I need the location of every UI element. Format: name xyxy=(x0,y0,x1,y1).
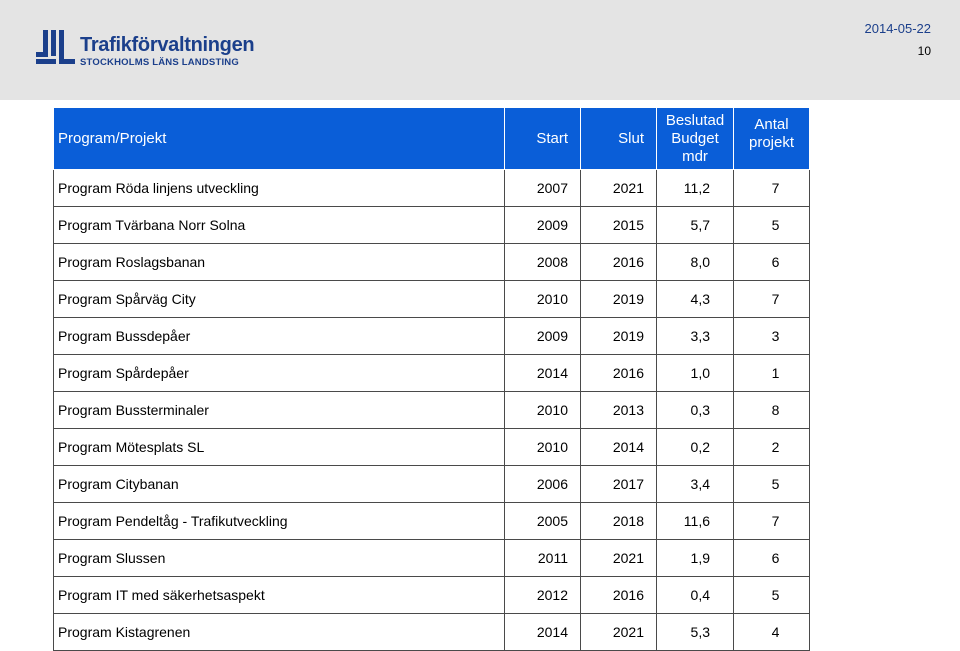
cell-name: Program Pendeltåg - Trafikutveckling xyxy=(54,503,505,540)
cell-start: 2010 xyxy=(505,281,581,318)
cell-budget: 1,9 xyxy=(657,540,734,577)
cell-budget: 3,3 xyxy=(657,318,734,355)
cell-count: 6 xyxy=(734,244,810,281)
cell-name: Program Slussen xyxy=(54,540,505,577)
cell-start: 2009 xyxy=(505,318,581,355)
cell-budget: 0,3 xyxy=(657,392,734,429)
cell-start: 2012 xyxy=(505,577,581,614)
cell-end: 2014 xyxy=(581,429,657,466)
table-row xyxy=(54,503,810,540)
cell-name: Program Tvärbana Norr Solna xyxy=(54,207,505,244)
cell-count: 3 xyxy=(734,318,810,355)
cell-count: 7 xyxy=(734,170,810,207)
column-header-start: Start xyxy=(505,108,581,170)
cell-end: 2021 xyxy=(581,170,657,207)
cell-count: 4 xyxy=(734,614,810,651)
cell-start: 2010 xyxy=(505,429,581,466)
cell-end: 2017 xyxy=(581,466,657,503)
cell-end: 2013 xyxy=(581,392,657,429)
page-number: 10 xyxy=(917,44,931,58)
cell-name: Program Roslagsbanan xyxy=(54,244,505,281)
column-header-end: Slut xyxy=(581,108,657,170)
column-header-name: Program/Projekt xyxy=(54,108,505,170)
cell-name: Program Bussdepåer xyxy=(54,318,505,355)
table-row xyxy=(54,281,810,318)
cell-end: 2016 xyxy=(581,577,657,614)
column-header-budget: Beslutad Budget mdr xyxy=(657,108,734,170)
table-row xyxy=(54,392,810,429)
cell-end: 2021 xyxy=(581,614,657,651)
logo xyxy=(34,30,264,70)
cell-end: 2016 xyxy=(581,244,657,281)
cell-name: Program Röda linjens utveckling xyxy=(54,170,505,207)
cell-end: 2019 xyxy=(581,281,657,318)
cell-budget: 5,7 xyxy=(657,207,734,244)
table-row xyxy=(54,355,810,392)
cell-name: Program Spårväg City xyxy=(54,281,505,318)
cell-start: 2010 xyxy=(505,392,581,429)
cell-name: Program Kistagrenen xyxy=(54,614,505,651)
cell-start: 2009 xyxy=(505,207,581,244)
logo-name: Trafikförvaltningen xyxy=(80,34,255,56)
table-header-row xyxy=(54,108,810,170)
table-row xyxy=(54,429,810,466)
cell-name: Program Bussterminaler xyxy=(54,392,505,429)
cell-budget: 11,2 xyxy=(657,170,734,207)
cell-count: 6 xyxy=(734,540,810,577)
cell-budget: 1,0 xyxy=(657,355,734,392)
cell-budget: 5,3 xyxy=(657,614,734,651)
cell-end: 2021 xyxy=(581,540,657,577)
cell-start: 2007 xyxy=(505,170,581,207)
table-row xyxy=(54,170,810,207)
program-table xyxy=(53,107,810,651)
cell-start: 2014 xyxy=(505,614,581,651)
table-row xyxy=(54,207,810,244)
column-header-count: Antal projekt xyxy=(734,108,810,170)
cell-count: 5 xyxy=(734,466,810,503)
cell-count: 8 xyxy=(734,392,810,429)
cell-end: 2016 xyxy=(581,355,657,392)
cell-budget: 0,4 xyxy=(657,577,734,614)
table-row xyxy=(54,466,810,503)
cell-count: 2 xyxy=(734,429,810,466)
cell-count: 7 xyxy=(734,503,810,540)
cell-count: 5 xyxy=(734,577,810,614)
cell-name: Program Spårdepåer xyxy=(54,355,505,392)
table-row xyxy=(54,244,810,281)
cell-name: Program IT med säkerhetsaspekt xyxy=(54,577,505,614)
cell-end: 2015 xyxy=(581,207,657,244)
cell-end: 2018 xyxy=(581,503,657,540)
slide-header xyxy=(0,0,960,100)
table-row xyxy=(54,318,810,355)
cell-start: 2006 xyxy=(505,466,581,503)
table-row xyxy=(54,577,810,614)
cell-count: 7 xyxy=(734,281,810,318)
cell-name: Program Mötesplats SL xyxy=(54,429,505,466)
cell-budget: 4,3 xyxy=(657,281,734,318)
table-row xyxy=(54,540,810,577)
cell-budget: 3,4 xyxy=(657,466,734,503)
cell-budget: 11,6 xyxy=(657,503,734,540)
sl-logo-icon xyxy=(34,30,76,66)
logo-subtitle: STOCKHOLMS LÄNS LANDSTING xyxy=(80,57,239,68)
cell-start: 2011 xyxy=(505,540,581,577)
cell-count: 1 xyxy=(734,355,810,392)
slide-date: 2014-05-22 xyxy=(864,21,931,36)
cell-start: 2005 xyxy=(505,503,581,540)
cell-start: 2008 xyxy=(505,244,581,281)
cell-start: 2014 xyxy=(505,355,581,392)
cell-end: 2019 xyxy=(581,318,657,355)
cell-count: 5 xyxy=(734,207,810,244)
cell-budget: 0,2 xyxy=(657,429,734,466)
cell-name: Program Citybanan xyxy=(54,466,505,503)
cell-budget: 8,0 xyxy=(657,244,734,281)
